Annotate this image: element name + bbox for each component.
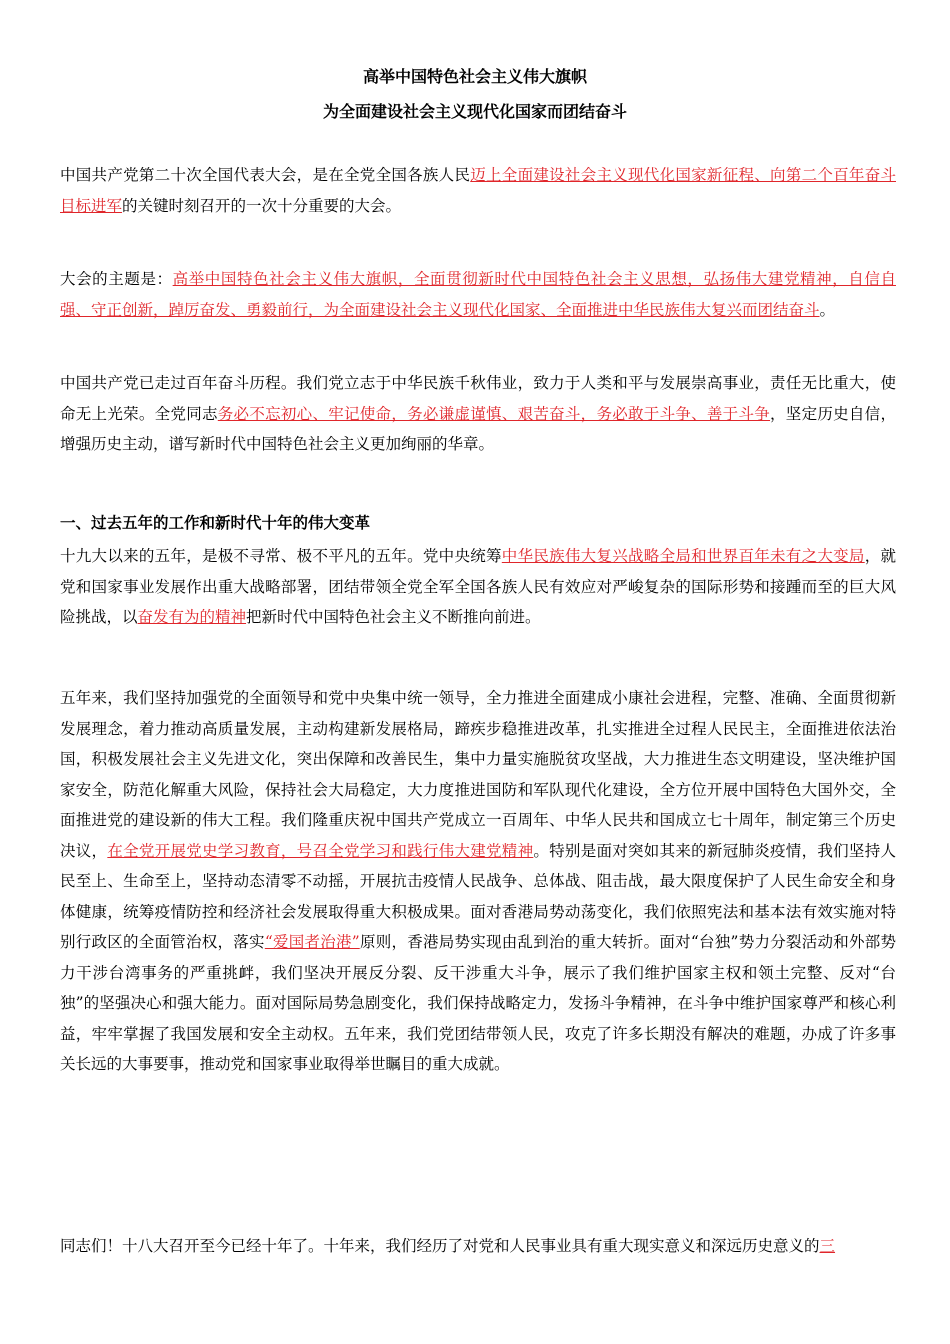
document-title-line-2: 为全面建设社会主义现代化国家而团结奋斗	[322, 102, 627, 121]
paragraph-history	[60, 368, 896, 460]
paragraph-text: 中国共产党已走过百年奋斗历程。我们党立志于中华民族千秋伟业，致力于人类和平与发展崇高事业，责任无比重大，使命无上光荣。全党同志	[60, 374, 896, 423]
paragraph-text: 。特别是面对突如其来的新冠肺炎疫情，我们坚持人民至上、生命至上，坚持动态清零不动摇，开展抗击疫情人民战争、总体战、阻击战，最大限度保护了人民生命安全和身体健康，统筹疫情防控和经济社会发展取得重大积极成果。面对香港局势动荡变化，我们依照宪法和基本法有效实施对特别行政区的全面管治权，落实	[60, 841, 896, 951]
paragraph-ten-years	[60, 1231, 896, 1262]
paragraph-five-years	[60, 541, 896, 633]
highlighted-phrase: 在全党开展党史学习教育，号召全党学习和践行伟大建党精神	[107, 841, 534, 860]
highlighted-phrase: 三	[819, 1237, 836, 1255]
paragraph-text: 把新时代中国特色社会主义不断推向前进。	[246, 608, 541, 626]
paragraph-text: ，坚定历史自信，增强历史主动，谱写新时代中国特色社会主义更加绚丽的华章。	[60, 404, 896, 453]
paragraph-text: 大会的主题是：	[60, 270, 173, 288]
paragraph-text: 原则，香港局势实现由乱到治的重大转折。面对“台独”势力分裂活动和外部势力干涉台湾事务的严重挑衅，我们坚决开展反分裂、反干涉重大斗争，展示了我们维护国家主权和领土完整、反对“台独”的坚强决心和强大能力。面对国际局势急剧变化，我们保持战略定力，发扬斗争精神，在斗争中维护国家尊严和核心利益，牢牢掌握了我国发展和安全主动权。五年来，我们党团结带领人民，攻克了许多长期没有解决的难题，办成了许多事关长远的大事要事，推动党和国家事业取得举世瞩目的重大成就。	[60, 933, 896, 1073]
highlighted-phrase: 中华民族伟大复兴战略全局和世界百年未有之大变局	[501, 547, 865, 565]
paragraph-theme	[60, 264, 896, 325]
paragraph-text: ，就党和国家事业发展作出重大战略部署，团结带领全党全军全国各族人民有效应对严峻复杂的国际形势和接踵而至的巨大风险挑战，以	[60, 547, 896, 626]
highlighted-phrase: 迈上全面建设社会主义现代化国家新征程、向第二个百年奋斗目标进军	[60, 166, 896, 215]
highlighted-phrase: “爱国者治港”	[264, 933, 360, 951]
paragraph-intro	[60, 160, 896, 221]
highlighted-phrase: 务必不忘初心、牢记使命，务必谦虚谨慎、艰苦奋斗，务必敢于斗争、善于斗争	[217, 404, 771, 423]
paragraph-text: 五年来，我们坚持加强党的全面领导和党中央集中统一领导，全力推进全面建成小康社会进程，完整、准确、全面贯彻新发展理念，着力推动高质量发展，主动构建新发展格局，蹄疾步稳推进改革，扎实推进全过程人民民主，全面推进依法治国，积极发展社会主义先进文化，突出保障和改善民生，集中力量实施脱贫攻坚战，大力推进生态文明建设，坚决维护国家安全，防范化解重大风险，保持社会大局稳定，大力度推进国防和军队现代化建设，全方位开展中国特色大国外交，全面推进党的建设新的伟大工程。我们隆重庆祝中国共产党成立一百周年、中华人民共和国成立七十周年，制定第三个历史决议，	[60, 689, 896, 860]
paragraph-text: 十九大以来的五年，是极不寻常、极不平凡的五年。党中央统筹	[60, 547, 502, 565]
section-heading: 一、过去五年的工作和新时代十年的伟大变革	[60, 514, 371, 532]
paragraph-text: 的关键时刻召开的一次十分重要的大会。	[122, 196, 402, 215]
paragraph-achievements	[60, 683, 896, 1080]
paragraph-text: 。	[819, 300, 836, 319]
highlighted-phrase: 高举中国特色社会主义伟大旗帜，全面贯彻新时代中国特色社会主义思想，弘扬伟大建党精神，自信自强、守正创新，踔厉奋发、勇毅前行，为全面建设社会主义现代化国家、全面推进中华民族伟大复兴而团结奋斗	[60, 270, 896, 319]
highlighted-phrase: 奋发有为的精神	[137, 608, 247, 626]
paragraph-text: 同志们！十八大召开至今已经十年了。十年来，我们经历了对党和人民事业具有重大现实意义和深远历史意义的	[60, 1237, 820, 1255]
paragraph-text: 中国共产党第二十次全国代表大会，是在全党全国各族人民	[60, 166, 471, 184]
document-title-line-1: 高举中国特色社会主义伟大旗帜	[362, 67, 587, 86]
